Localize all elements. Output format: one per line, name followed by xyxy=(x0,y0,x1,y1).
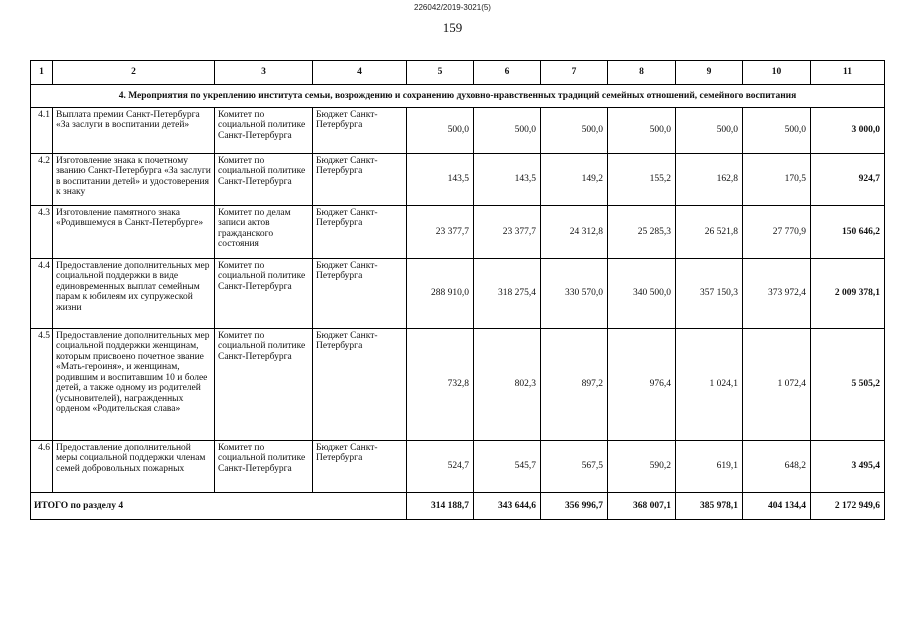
row-id: 4.6 xyxy=(31,441,53,493)
activity-name: Изготовление знака к почетному званию Санкт-Петербурга «За заслуги в воспитании детей» и удостоверения к знаку xyxy=(53,154,215,206)
year-value: 802,3 xyxy=(474,329,541,441)
table-row xyxy=(31,206,885,259)
year-value: 318 275,4 xyxy=(474,259,541,329)
activity-name: Изготовление памятного знака «Родившемуся в Санкт-Петербурге» xyxy=(53,206,215,259)
year-value: 23 377,7 xyxy=(407,206,474,259)
funding-source: Бюджет Санкт-Петербурга xyxy=(313,108,407,154)
row-total: 2 009 378,1 xyxy=(811,259,885,329)
table-row xyxy=(31,259,885,329)
activity-name: Выплата премии Санкт-Петербурга «За заслуги в воспитании детей» xyxy=(53,108,215,154)
column-number: 4 xyxy=(313,61,407,85)
section-title: 4. Мероприятия по укреплению института семьи, возрождению и сохранению духовно-нравственных традиций семейных отношений, семейного воспитания xyxy=(31,85,885,108)
year-value: 500,0 xyxy=(474,108,541,154)
funding-source: Бюджет Санкт-Петербурга xyxy=(313,154,407,206)
column-number: 9 xyxy=(676,61,743,85)
year-value: 155,2 xyxy=(608,154,676,206)
funding-source: Бюджет Санкт-Петербурга xyxy=(313,329,407,441)
column-number: 8 xyxy=(608,61,676,85)
row-id: 4.2 xyxy=(31,154,53,206)
row-id: 4.1 xyxy=(31,108,53,154)
table-row xyxy=(31,441,885,493)
page-number: 159 xyxy=(442,20,463,35)
year-value: 1 072,4 xyxy=(743,329,811,441)
year-value: 373 972,4 xyxy=(743,259,811,329)
activity-name: Предоставление дополнительных мер социальной поддержки женщинам, которым присвоено почетное звание «Мать-героиня», и женщинам, родившим и воспитавшим 10 и более детей, а также одному из родителей (усыновителей), награжденных орденом «Родительская слава» xyxy=(53,329,215,441)
year-value: 590,2 xyxy=(608,441,676,493)
total-year-value: 368 007,1 xyxy=(608,493,676,520)
row-total: 924,7 xyxy=(811,154,885,206)
row-total: 150 646,2 xyxy=(811,206,885,259)
program-table xyxy=(30,60,885,520)
activity-name: Предоставление дополнительной меры социальной поддержки членам семей добровольных пожарных xyxy=(53,441,215,493)
total-year-value: 356 996,7 xyxy=(541,493,608,520)
year-value: 170,5 xyxy=(743,154,811,206)
year-value: 24 312,8 xyxy=(541,206,608,259)
column-number-row xyxy=(31,61,885,85)
executor: Комитет по социальной политике Санкт-Петербурга xyxy=(215,329,313,441)
year-value: 25 285,3 xyxy=(608,206,676,259)
row-total: 3 495,4 xyxy=(811,441,885,493)
column-number: 2 xyxy=(53,61,215,85)
year-value: 524,7 xyxy=(407,441,474,493)
total-year-value: 343 644,6 xyxy=(474,493,541,520)
year-value: 500,0 xyxy=(608,108,676,154)
year-value: 500,0 xyxy=(541,108,608,154)
year-value: 1 024,1 xyxy=(676,329,743,441)
column-number: 7 xyxy=(541,61,608,85)
year-value: 976,4 xyxy=(608,329,676,441)
year-value: 162,8 xyxy=(676,154,743,206)
column-number: 11 xyxy=(811,61,885,85)
column-number: 3 xyxy=(215,61,313,85)
year-value: 648,2 xyxy=(743,441,811,493)
year-value: 288 910,0 xyxy=(407,259,474,329)
funding-source: Бюджет Санкт-Петербурга xyxy=(313,441,407,493)
year-value: 545,7 xyxy=(474,441,541,493)
year-value: 143,5 xyxy=(474,154,541,206)
year-value: 26 521,8 xyxy=(676,206,743,259)
year-value: 732,8 xyxy=(407,329,474,441)
row-id: 4.3 xyxy=(31,206,53,259)
year-value: 619,1 xyxy=(676,441,743,493)
document-id: 226042/2019-3021(5) xyxy=(414,3,491,12)
executor: Комитет по делам записи актов гражданского состояния xyxy=(215,206,313,259)
year-value: 143,5 xyxy=(407,154,474,206)
total-year-value: 404 134,4 xyxy=(743,493,811,520)
row-id: 4.5 xyxy=(31,329,53,441)
total-row xyxy=(31,493,885,520)
year-value: 340 500,0 xyxy=(608,259,676,329)
table-row xyxy=(31,329,885,441)
executor: Комитет по социальной политике Санкт-Петербурга xyxy=(215,441,313,493)
funding-source: Бюджет Санкт-Петербурга xyxy=(313,206,407,259)
activity-name: Предоставление дополнительных мер социальной поддержки в виде единовременных выплат семейным парам к юбилеям их супружеской жизни xyxy=(53,259,215,329)
column-number: 1 xyxy=(31,61,53,85)
year-value: 500,0 xyxy=(676,108,743,154)
column-number: 5 xyxy=(407,61,474,85)
year-value: 567,5 xyxy=(541,441,608,493)
table-row xyxy=(31,108,885,154)
executor: Комитет по социальной политике Санкт-Петербурга xyxy=(215,259,313,329)
year-value: 23 377,7 xyxy=(474,206,541,259)
row-id: 4.4 xyxy=(31,259,53,329)
total-year-value: 314 188,7 xyxy=(407,493,474,520)
grand-total: 2 172 949,6 xyxy=(811,493,885,520)
section-row xyxy=(31,85,885,108)
year-value: 500,0 xyxy=(743,108,811,154)
column-number: 6 xyxy=(474,61,541,85)
total-label: ИТОГО по разделу 4 xyxy=(31,493,407,520)
year-value: 897,2 xyxy=(541,329,608,441)
year-value: 149,2 xyxy=(541,154,608,206)
row-total: 5 505,2 xyxy=(811,329,885,441)
year-value: 357 150,3 xyxy=(676,259,743,329)
executor: Комитет по социальной политике Санкт-Петербурга xyxy=(215,154,313,206)
year-value: 500,0 xyxy=(407,108,474,154)
column-number: 10 xyxy=(743,61,811,85)
table-row xyxy=(31,154,885,206)
row-total: 3 000,0 xyxy=(811,108,885,154)
year-value: 27 770,9 xyxy=(743,206,811,259)
executor: Комитет по социальной политике Санкт-Петербурга xyxy=(215,108,313,154)
total-year-value: 385 978,1 xyxy=(676,493,743,520)
year-value: 330 570,0 xyxy=(541,259,608,329)
funding-source: Бюджет Санкт-Петербурга xyxy=(313,259,407,329)
